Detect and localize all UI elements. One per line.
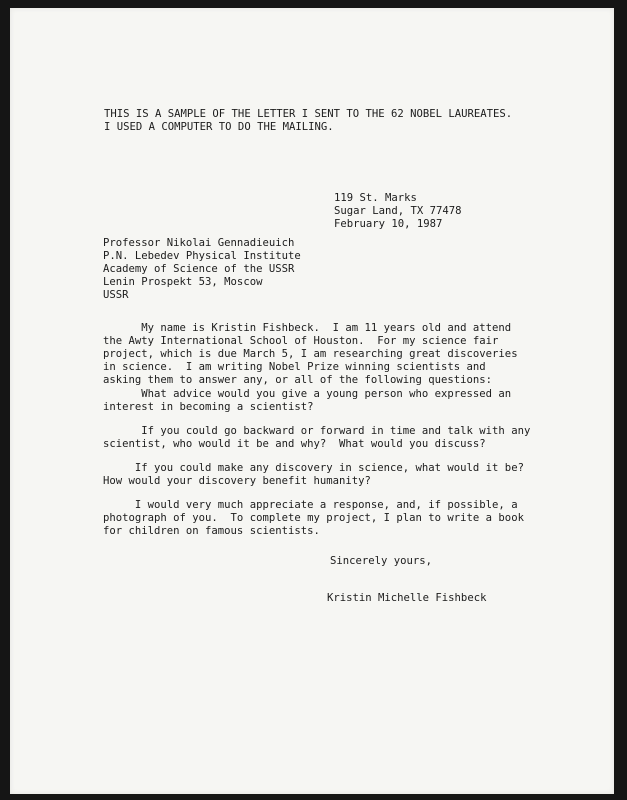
letter-page xyxy=(10,8,614,794)
body-line: My name is Kristin Fishbeck. I am 11 years old and attend xyxy=(103,322,512,334)
return-address-street: 119 St. Marks xyxy=(334,192,417,204)
recipient-address xyxy=(103,237,301,302)
body-line: for children on famous scientists. xyxy=(103,525,320,537)
header-note-line: THIS IS A SAMPLE OF THE LETTER I SENT TO THE 62 NOBEL LAUREATES. xyxy=(104,108,513,120)
return-address xyxy=(334,192,462,231)
body-line: asking them to answer any, or all of the following questions: xyxy=(103,374,493,386)
body-paragraph-question-2 xyxy=(103,425,530,451)
return-address-city: Sugar Land, TX 77478 xyxy=(334,205,462,217)
closing-line: Sincerely yours, xyxy=(330,555,433,567)
body-line: If you could go backward or forward in time and talk with any xyxy=(103,425,531,437)
body-line: What advice would you give a young person who expressed an xyxy=(103,388,512,400)
signature-name: Kristin Michelle Fishbeck xyxy=(327,592,487,604)
recipient-academy: Academy of Science of the USSR xyxy=(103,263,295,275)
body-paragraph-question-3 xyxy=(103,462,524,488)
header-note-line: I USED A COMPUTER TO DO THE MAILING. xyxy=(104,121,334,133)
recipient-name: Professor Nikolai Gennadieuich xyxy=(103,237,295,249)
body-line: interest in becoming a scientist? xyxy=(103,401,314,413)
body-line: How would your discovery benefit humanity? xyxy=(103,475,371,487)
recipient-institute: P.N. Lebedev Physical Institute xyxy=(103,250,301,262)
body-paragraph-question-1 xyxy=(103,388,511,414)
body-line: I would very much appreciate a response, and, if possible, a xyxy=(103,499,518,511)
body-line: the Awty International School of Houston. For my science fair xyxy=(103,335,499,347)
recipient-street: Lenin Prospekt 53, Moscow xyxy=(103,276,263,288)
body-paragraph-intro xyxy=(103,322,518,387)
letter-date: February 10, 1987 xyxy=(334,218,443,230)
header-note xyxy=(104,108,512,134)
recipient-country: USSR xyxy=(103,289,129,301)
body-line: If you could make any discovery in science, what would it be? xyxy=(103,462,524,474)
body-line: scientist, who would it be and why? What would you discuss? xyxy=(103,438,486,450)
body-line: project, which is due March 5, I am researching great discoveries xyxy=(103,348,518,360)
body-line: in science. I am writing Nobel Prize winning scientists and xyxy=(103,361,486,373)
body-line: photograph of you. To complete my project, I plan to write a book xyxy=(103,512,524,524)
body-paragraph-request xyxy=(103,499,524,538)
